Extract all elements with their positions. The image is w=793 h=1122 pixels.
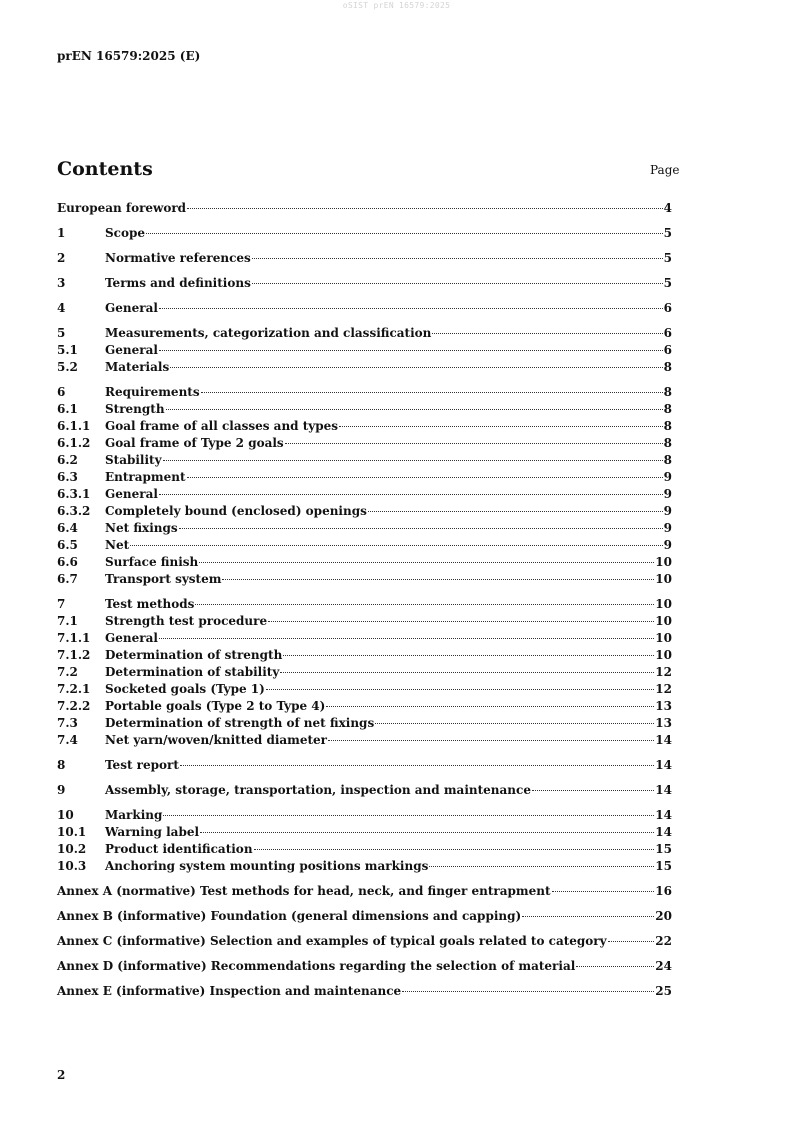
toc-entry-number: 2 bbox=[57, 251, 66, 265]
toc-entry-page: 14 bbox=[655, 758, 672, 772]
toc-entry[interactable] bbox=[57, 250, 672, 267]
toc-entry-title: Strength test procedure bbox=[105, 614, 268, 628]
toc-dot-leader bbox=[187, 477, 663, 478]
toc-entry-page: 8 bbox=[663, 436, 672, 450]
toc-entry-number: 6.2 bbox=[57, 453, 78, 467]
toc-entry-title: General bbox=[105, 301, 158, 315]
toc-entry-page: 4 bbox=[663, 201, 672, 215]
toc-entry-title: Requirements bbox=[105, 385, 200, 399]
toc-dot-leader bbox=[532, 790, 654, 791]
toc-dot-leader bbox=[326, 706, 654, 707]
toc-entry[interactable] bbox=[57, 647, 672, 664]
toc-dot-leader bbox=[130, 545, 662, 546]
toc-dot-leader bbox=[268, 621, 654, 622]
toc-entry-page: 8 bbox=[663, 419, 672, 433]
toc-entry-page: 8 bbox=[663, 360, 672, 374]
toc-dot-leader bbox=[432, 333, 662, 334]
toc-entry-title: Scope bbox=[105, 226, 146, 240]
toc-entry-page: 10 bbox=[655, 572, 672, 586]
toc-entry-page: 13 bbox=[655, 699, 672, 713]
toc-entry-title: General bbox=[105, 631, 158, 645]
toc-entry-page: 9 bbox=[663, 504, 672, 518]
toc-dot-leader bbox=[179, 528, 663, 529]
toc-entry-title: Annex D (informative) Recommendations regarding the selection of material bbox=[57, 959, 576, 973]
toc-entry-title: Entrapment bbox=[105, 470, 186, 484]
toc-dot-leader bbox=[608, 941, 655, 942]
toc-entry[interactable] bbox=[57, 858, 672, 875]
toc-entry-page: 10 bbox=[655, 631, 672, 645]
toc-entry-title: Determination of strength bbox=[105, 648, 283, 662]
toc-dot-leader bbox=[375, 723, 654, 724]
toc-dot-leader bbox=[187, 208, 663, 209]
toc-entry-title: Product identification bbox=[105, 842, 253, 856]
toc-entry-page: 22 bbox=[655, 934, 672, 948]
toc-entry[interactable] bbox=[57, 225, 672, 242]
toc-entry-number: 6.3.2 bbox=[57, 504, 91, 518]
toc-entry[interactable] bbox=[57, 571, 672, 588]
toc-entry-page: 12 bbox=[655, 682, 672, 696]
toc-dot-leader bbox=[429, 866, 654, 867]
page-number: 2 bbox=[57, 1068, 66, 1082]
toc-entry[interactable] bbox=[57, 698, 672, 715]
toc-entry[interactable] bbox=[57, 275, 672, 292]
toc-entry-page: 16 bbox=[655, 884, 672, 898]
toc-entry-number: 4 bbox=[57, 301, 66, 315]
toc-entry-title: Surface finish bbox=[105, 555, 199, 569]
toc-entry-number: 6.4 bbox=[57, 521, 78, 535]
toc-entry-title: Annex C (informative) Selection and examples of typical goals related to category bbox=[57, 934, 607, 948]
toc-dot-leader bbox=[159, 350, 663, 351]
toc-entry[interactable] bbox=[57, 554, 672, 571]
toc-entry-title: Annex A (normative) Test methods for head, neck, and finger entrapment bbox=[57, 884, 551, 898]
toc-entry-title: Portable goals (Type 2 to Type 4) bbox=[105, 699, 326, 713]
toc-entry[interactable] bbox=[57, 908, 672, 925]
toc-entry-page: 13 bbox=[655, 716, 672, 730]
toc-entry-number: 10 bbox=[57, 808, 74, 822]
toc-dot-leader bbox=[159, 494, 663, 495]
toc-entry-number: 6.3.1 bbox=[57, 487, 91, 501]
toc-entry-number: 10.3 bbox=[57, 859, 87, 873]
toc-entry[interactable] bbox=[57, 520, 672, 537]
toc-entry-number: 6.7 bbox=[57, 572, 78, 586]
toc-entry-title: Test report bbox=[105, 758, 179, 772]
document-id: prEN 16579:2025 (E) bbox=[57, 49, 201, 63]
toc-entry[interactable] bbox=[57, 435, 672, 452]
toc-entry-title: Goal frame of all classes and types bbox=[105, 419, 339, 433]
toc-entry-number: 5 bbox=[57, 326, 66, 340]
toc-entry-title: Determination of stability bbox=[105, 665, 280, 679]
toc-entry[interactable] bbox=[57, 613, 672, 630]
contents-title: Contents bbox=[57, 158, 153, 180]
toc-entry[interactable] bbox=[57, 486, 672, 503]
toc-entry[interactable] bbox=[57, 469, 672, 486]
toc-entry-page: 24 bbox=[655, 959, 672, 973]
toc-entry-title: Assembly, storage, transportation, inspection and maintenance bbox=[105, 783, 531, 797]
toc-entry-number: 7 bbox=[57, 597, 66, 611]
toc-entry[interactable] bbox=[57, 503, 672, 520]
toc-entry-page: 10 bbox=[655, 597, 672, 611]
toc-entry-page: 9 bbox=[663, 487, 672, 501]
toc-entry-title: Stability bbox=[105, 453, 162, 467]
toc-entry-title: Strength bbox=[105, 402, 165, 416]
toc-entry-title: Socketed goals (Type 1) bbox=[105, 682, 265, 696]
toc-entry-number: 6.3 bbox=[57, 470, 78, 484]
toc-dot-leader bbox=[266, 689, 654, 690]
toc-entry[interactable] bbox=[57, 664, 672, 681]
toc-entry-page: 9 bbox=[663, 521, 672, 535]
toc-dot-leader bbox=[576, 966, 654, 967]
toc-entry-page: 14 bbox=[655, 783, 672, 797]
toc-entry[interactable] bbox=[57, 983, 672, 1000]
toc-entry-number: 6.1.2 bbox=[57, 436, 91, 450]
toc-entry-number: 6.1.1 bbox=[57, 419, 91, 433]
toc-entry[interactable] bbox=[57, 452, 672, 469]
toc-dot-leader bbox=[201, 392, 663, 393]
toc-entry-page: 12 bbox=[655, 665, 672, 679]
toc-entry-number: 10.2 bbox=[57, 842, 87, 856]
toc-entry[interactable] bbox=[57, 300, 672, 317]
toc-entry-number: 5.2 bbox=[57, 360, 78, 374]
toc-entry-number: 7.2 bbox=[57, 665, 78, 679]
toc-entry-title: Anchoring system mounting positions markings bbox=[105, 859, 429, 873]
toc-entry[interactable] bbox=[57, 757, 672, 774]
toc-dot-leader bbox=[283, 655, 654, 656]
toc-entry-page: 5 bbox=[663, 276, 672, 290]
toc-dot-leader bbox=[522, 916, 654, 917]
toc-entry-title: Net yarn/woven/knitted diameter bbox=[105, 733, 327, 747]
table-of-contents bbox=[57, 200, 672, 1000]
toc-entry[interactable] bbox=[57, 342, 672, 359]
toc-entry-number: 10.1 bbox=[57, 825, 87, 839]
toc-dot-leader bbox=[252, 258, 663, 259]
toc-entry-number: 6 bbox=[57, 385, 66, 399]
toc-dot-leader bbox=[402, 991, 654, 992]
toc-entry-title: General bbox=[105, 487, 158, 501]
toc-entry-title: Marking bbox=[105, 808, 163, 822]
toc-dot-leader bbox=[166, 409, 663, 410]
toc-dot-leader bbox=[199, 562, 654, 563]
toc-entry-title: Measurements, categorization and classification bbox=[105, 326, 432, 340]
toc-entry-page: 10 bbox=[655, 648, 672, 662]
toc-entry-page: 9 bbox=[663, 538, 672, 552]
toc-entry-title: Test methods bbox=[105, 597, 195, 611]
toc-entry-page: 20 bbox=[655, 909, 672, 923]
toc-entry-title: Goal frame of Type 2 goals bbox=[105, 436, 284, 450]
toc-entry-page: 5 bbox=[663, 226, 672, 240]
toc-dot-leader bbox=[280, 672, 654, 673]
toc-dot-leader bbox=[200, 832, 654, 833]
toc-entry-title: Normative references bbox=[105, 251, 251, 265]
toc-entry-title: Net bbox=[105, 538, 130, 552]
toc-entry-number: 7.3 bbox=[57, 716, 78, 730]
toc-entry[interactable] bbox=[57, 681, 672, 698]
toc-entry-page: 10 bbox=[655, 614, 672, 628]
toc-entry-number: 7.4 bbox=[57, 733, 78, 747]
toc-entry[interactable] bbox=[57, 200, 672, 217]
toc-entry-number: 9 bbox=[57, 783, 66, 797]
toc-dot-leader bbox=[159, 308, 663, 309]
toc-dot-leader bbox=[163, 815, 654, 816]
toc-entry-number: 6.5 bbox=[57, 538, 78, 552]
toc-entry-page: 14 bbox=[655, 808, 672, 822]
toc-entry-number: 7.1 bbox=[57, 614, 78, 628]
toc-entry-page: 14 bbox=[655, 825, 672, 839]
toc-entry-number: 5.1 bbox=[57, 343, 78, 357]
toc-entry-title: Completely bound (enclosed) openings bbox=[105, 504, 367, 518]
toc-entry-page: 15 bbox=[655, 859, 672, 873]
toc-entry[interactable] bbox=[57, 401, 672, 418]
toc-entry-title: Transport system bbox=[105, 572, 222, 586]
toc-entry[interactable] bbox=[57, 325, 672, 342]
toc-entry-title: General bbox=[105, 343, 158, 357]
toc-dot-leader bbox=[254, 849, 655, 850]
toc-entry-title: Net fixings bbox=[105, 521, 178, 535]
toc-dot-leader bbox=[159, 638, 654, 639]
toc-entry-page: 6 bbox=[663, 343, 672, 357]
toc-entry[interactable] bbox=[57, 841, 672, 858]
toc-entry-number: 7.2.1 bbox=[57, 682, 91, 696]
toc-dot-leader bbox=[180, 765, 654, 766]
toc-entry[interactable] bbox=[57, 782, 672, 799]
watermark: oSIST prEN 16579:2025 bbox=[342, 1, 451, 10]
toc-entry-page: 15 bbox=[655, 842, 672, 856]
toc-entry[interactable] bbox=[57, 883, 672, 900]
toc-entry[interactable] bbox=[57, 537, 672, 554]
toc-entry-page: 9 bbox=[663, 470, 672, 484]
toc-dot-leader bbox=[195, 604, 654, 605]
toc-dot-leader bbox=[368, 511, 663, 512]
toc-entry-page: 25 bbox=[655, 984, 672, 998]
toc-dot-leader bbox=[285, 443, 663, 444]
toc-entry[interactable] bbox=[57, 715, 672, 732]
toc-dot-leader bbox=[222, 579, 654, 580]
toc-entry[interactable] bbox=[57, 359, 672, 376]
toc-entry-title: Terms and definitions bbox=[105, 276, 251, 290]
toc-entry-page: 6 bbox=[663, 301, 672, 315]
toc-entry-page: 6 bbox=[663, 326, 672, 340]
toc-entry-title: Determination of strength of net fixings bbox=[105, 716, 375, 730]
toc-entry[interactable] bbox=[57, 807, 672, 824]
toc-entry-title: European foreword bbox=[57, 201, 187, 215]
toc-dot-leader bbox=[170, 367, 662, 368]
toc-dot-leader bbox=[339, 426, 663, 427]
toc-entry[interactable] bbox=[57, 933, 672, 950]
toc-entry-number: 7.1.2 bbox=[57, 648, 91, 662]
toc-entry[interactable] bbox=[57, 958, 672, 975]
toc-entry-number: 7.1.1 bbox=[57, 631, 91, 645]
toc-entry[interactable] bbox=[57, 384, 672, 401]
toc-entry-title: Materials bbox=[105, 360, 170, 374]
toc-dot-leader bbox=[252, 283, 663, 284]
toc-entry-number: 6.6 bbox=[57, 555, 78, 569]
page-column-heading: Page bbox=[650, 163, 680, 177]
toc-entry-number: 6.1 bbox=[57, 402, 78, 416]
toc-entry-page: 8 bbox=[663, 402, 672, 416]
toc-dot-leader bbox=[328, 740, 654, 741]
toc-dot-leader bbox=[163, 460, 663, 461]
toc-entry-title: Warning label bbox=[105, 825, 200, 839]
toc-entry[interactable] bbox=[57, 630, 672, 647]
toc-entry-number: 7.2.2 bbox=[57, 699, 91, 713]
toc-entry[interactable] bbox=[57, 418, 672, 435]
toc-entry[interactable] bbox=[57, 824, 672, 841]
toc-entry-title: Annex B (informative) Foundation (general dimensions and capping) bbox=[57, 909, 522, 923]
toc-entry-page: 14 bbox=[655, 733, 672, 747]
toc-entry-number: 3 bbox=[57, 276, 66, 290]
toc-entry[interactable] bbox=[57, 732, 672, 749]
toc-dot-leader bbox=[146, 233, 663, 234]
toc-entry-number: 1 bbox=[57, 226, 66, 240]
toc-entry-title: Annex E (informative) Inspection and maintenance bbox=[57, 984, 402, 998]
toc-entry-page: 8 bbox=[663, 385, 672, 399]
toc-entry-page: 8 bbox=[663, 453, 672, 467]
toc-entry-number: 8 bbox=[57, 758, 66, 772]
toc-entry-page: 10 bbox=[655, 555, 672, 569]
toc-entry-page: 5 bbox=[663, 251, 672, 265]
toc-dot-leader bbox=[552, 891, 655, 892]
toc-entry[interactable] bbox=[57, 596, 672, 613]
